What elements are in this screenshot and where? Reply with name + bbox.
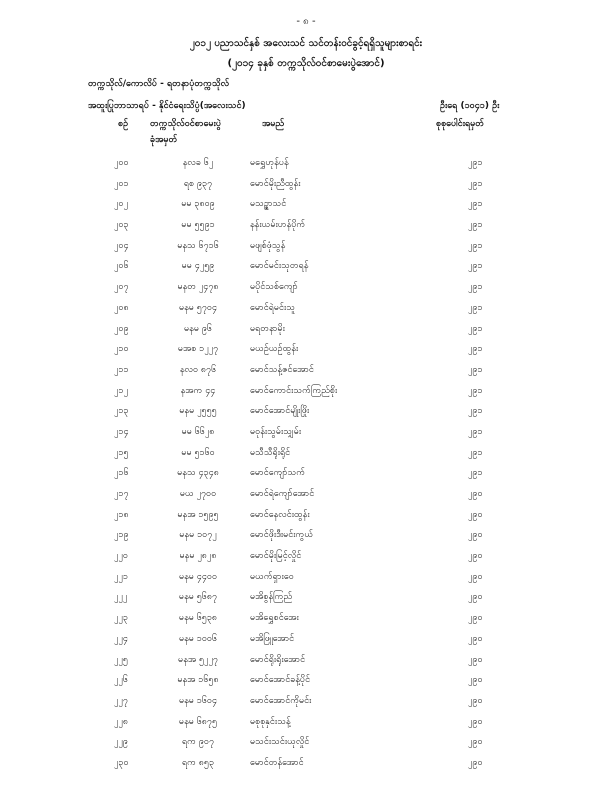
serial-cell: ၂၁၂ [114, 385, 128, 396]
roll-number-cell: နလခ ၆၂ [182, 158, 214, 168]
name-cell: မရတနာမိုး [250, 323, 285, 334]
score-cell: ၂၉၁ [468, 344, 483, 355]
score-cell: ၂၉၀ [468, 675, 483, 686]
score-cell: ၂၉၀ [468, 737, 483, 748]
serial-cell: ၂၁၁ [114, 364, 129, 375]
score-cell: ၂၉၁ [468, 426, 483, 437]
roll-number-cell: မနမ ၂၈၂၈ [179, 551, 217, 562]
name-cell: မဝုန်းသွမ်းသျှမ်း [250, 426, 302, 437]
table-row [0, 277, 612, 298]
roll-number-cell: မနအ ၁၆၅၈ [177, 675, 219, 686]
table-row [0, 608, 612, 629]
score-cell: ၂၉၁ [468, 468, 483, 479]
serial-cell: ၂၀၁ [114, 178, 129, 189]
roll-number-cell: မနမ ၉၆ [184, 323, 212, 334]
table-row [0, 443, 612, 464]
name-cell: မောင်သန့်ဇင်အောင် [250, 364, 314, 375]
student-count: ဦးရေ (၁၀၄၁) ဦး [440, 101, 500, 111]
serial-cell: ၂၂၇ [114, 695, 128, 706]
header-serial: စဉ် [118, 119, 129, 129]
name-cell: မောင်အောင်မျိုးဖြိုး [250, 406, 310, 417]
serial-cell: ၂၂၆ [114, 675, 128, 686]
roll-number-cell: မမ ၅၁၆၀ [181, 447, 215, 458]
name-cell: မောင်ရဲကျော်အောင် [250, 489, 315, 499]
table-row [0, 505, 612, 526]
name-cell: မောင်ကောင်းသက်ကြည်စိုး [250, 385, 338, 396]
table-row [0, 712, 612, 733]
roll-number-cell: ရက ၉၀၇ [181, 737, 215, 748]
table-row [0, 650, 612, 671]
name-cell: မောင်အောင်ကိုမင်း [250, 695, 312, 706]
roll-number-cell: မနအ ၅၂၂၇ [178, 654, 218, 665]
university-line: တက္ကသိုလ်/ကောလိပ် - ရတနာပုံတက္ကသိုလ် [88, 79, 230, 89]
table-row [0, 422, 612, 443]
table-row [0, 174, 612, 195]
score-cell: ၂၉၁ [468, 282, 483, 293]
serial-cell: ၂၂၃ [114, 613, 128, 624]
table-row [0, 215, 612, 236]
serial-cell: ၂၁၉ [114, 530, 129, 541]
name-cell: မောင်ရဲမင်းသူ [250, 302, 296, 313]
score-cell: ၂၉၀ [468, 757, 483, 768]
table-row [0, 298, 612, 319]
table-row [0, 153, 612, 174]
score-cell: ၂၉၀ [468, 654, 483, 665]
score-cell: ၂၉၁ [468, 178, 483, 189]
table-row [0, 587, 612, 608]
name-cell: မရွှေဟုန်ပန် [250, 158, 289, 168]
roll-number-cell: မနမ ၅၆၈၇ [178, 592, 218, 603]
roll-number-cell: မမ ၃၈၀၉ [181, 199, 215, 210]
name-cell: မောင်ကျော်သက် [250, 468, 306, 479]
score-cell: ၂၉၀ [468, 489, 483, 499]
score-cell: ၂၉၀ [468, 571, 483, 582]
table-row [0, 546, 612, 567]
header-name: အမည် [262, 119, 285, 129]
score-cell: ၂၉၁ [468, 323, 483, 334]
name-cell: မောင်အောင်ခန့်ပိုင် [250, 675, 311, 686]
serial-cell: ၂၀၃ [114, 220, 129, 231]
header-roll-number: တက္ကသိုလ်ဝင်စာမေးပွဲ [150, 119, 221, 129]
table-row [0, 339, 612, 360]
score-cell: ၂၉၁ [468, 302, 483, 313]
serial-cell: ၂၂၂ [114, 592, 128, 603]
table-row [0, 484, 612, 505]
serial-cell: ၂၂၀ [114, 551, 128, 562]
serial-cell: ၂၃၀ [114, 757, 129, 768]
score-cell: ၂၉၀ [468, 509, 483, 520]
roll-number-cell: ရက ၈၅၃ [181, 757, 215, 768]
roll-number-cell: မနမ ၁၀၀၆ [178, 633, 218, 644]
student-list [0, 153, 612, 774]
serial-cell: ၂၂၈ [114, 716, 128, 727]
table-row [0, 319, 612, 340]
score-cell: ၂၉၀ [468, 633, 483, 644]
name-cell: မသင်းသင်းယုလှိုင် [250, 737, 310, 748]
name-cell: မသဉ္ဇာသင် [250, 199, 287, 210]
roll-number-cell: မနမ ၆၅၃၈ [178, 613, 218, 624]
serial-cell: ၂၁၄ [114, 426, 129, 437]
roll-number-cell: မနမ ၁၀၇၂ [179, 530, 217, 541]
serial-cell: ၂၀၇ [114, 282, 129, 293]
table-row [0, 463, 612, 484]
score-cell: ၂၉၁ [468, 261, 483, 272]
serial-cell: ၂၀၀ [114, 158, 129, 168]
table-row [0, 256, 612, 277]
serial-cell: ၂၀၈ [114, 302, 129, 313]
score-cell: ၂၉၁ [468, 447, 483, 458]
table-row [0, 525, 612, 546]
score-cell: ၂၉၀ [468, 551, 483, 562]
table-row [0, 691, 612, 712]
score-cell: ၂၉၀ [468, 695, 483, 706]
table-row [0, 753, 612, 774]
name-cell: မအိရွှေစင်အေး [250, 613, 299, 624]
name-cell: မောင်နေလင်းထွန်း [250, 509, 310, 520]
name-cell: မယဉ်ယဉ်ထွန်း [250, 344, 299, 355]
name-cell: မစုစုနှင်းသန့် [250, 716, 291, 727]
table-row [0, 194, 612, 215]
score-cell: ၂၉၀ [468, 716, 483, 727]
serial-cell: ၂၂၉ [114, 737, 128, 748]
serial-cell: ၂၁၆ [114, 468, 129, 479]
roll-number-cell: မမ ၅၅၉၁ [181, 220, 215, 231]
table-row [0, 360, 612, 381]
page-number: - ၈ - [296, 16, 316, 27]
document-title: ၂၀၁၂ ပညာသင်နှစ် အလေးသင် သင်တန်းဝင်ခွင့်ရရှိသူများစာရင်း [189, 38, 423, 49]
major-subject-line: အထူးပြုဘာသာရပ် - နိုင်ငံရေးသိပ္ပံ(အလေးသင်) [88, 101, 246, 111]
roll-number-cell: မနမ ၅၇၀၄ [178, 302, 218, 313]
serial-cell: ၂၀၂ [114, 199, 128, 210]
serial-cell: ၂၀၉ [114, 323, 129, 334]
score-cell: ၂၉၀ [468, 592, 483, 603]
serial-cell: ၂၁၇ [114, 489, 129, 499]
header-roll-number-line2: ခုံအမှတ် [150, 135, 178, 145]
score-cell: ၂၉၁ [468, 158, 483, 168]
serial-cell: ၂၂၅ [114, 654, 128, 665]
roll-number-cell: မယ ၂၇၀၀ [179, 489, 217, 499]
score-cell: ၂၉၁ [468, 220, 483, 231]
table-row [0, 732, 612, 753]
serial-cell: ၂၁၃ [114, 406, 129, 417]
serial-cell: ၂၀၄ [114, 240, 129, 251]
roll-number-cell: နလဝ ၈၇၆ [179, 364, 217, 375]
name-cell: မပိုင်သစ်ကျော် [250, 282, 298, 293]
table-row [0, 567, 612, 588]
roll-number-cell: မအစ ၁၂၂၇ [177, 344, 219, 355]
table-row [0, 236, 612, 257]
name-cell: မောင်တန်အောင် [250, 757, 304, 768]
document-subtitle: (၂၀၁၄ ခုနှစ် တက္ကသိုလ်ဝင်စာမေးပွဲအောင်) [227, 58, 385, 69]
roll-number-cell: မနအ ၁၅၉၅ [177, 509, 219, 520]
roll-number-cell: နအက ၄၄ [180, 385, 216, 396]
roll-number-cell: မနမ ၁၆၀၄ [178, 695, 218, 706]
name-cell: မောင်မိုးမြင့်လှိုင် [250, 551, 302, 562]
table-row [0, 401, 612, 422]
header-total-score: စုစုပေါင်းရမှတ် [436, 119, 485, 129]
serial-cell: ၂၁၈ [114, 509, 129, 520]
roll-number-cell: မနသ ၄၃၄၈ [177, 468, 219, 479]
roll-number-cell: မနမ ၄၄၀၀ [178, 571, 218, 582]
table-row [0, 629, 612, 650]
name-cell: မောင်ရိုးရိုးအောင် [250, 654, 306, 665]
serial-cell: ၂၁၀ [114, 344, 129, 355]
roll-number-cell: မနသ ၆၇၁၆ [177, 240, 219, 251]
name-cell: မဖျစ်ဖုံသွန် [250, 240, 286, 251]
name-cell: မောင်ဖိုးဒီးမင်းကွယ် [250, 530, 314, 541]
roll-number-cell: မမ ၆၆၂၈ [181, 426, 215, 437]
name-cell: မောင်မိုးညီထွန်း [250, 178, 301, 189]
name-cell: မအိဖြူအောင် [250, 633, 295, 644]
score-cell: ၂၉၀ [468, 613, 483, 624]
table-row [0, 670, 612, 691]
score-cell: ၂၉၁ [468, 364, 483, 375]
serial-cell: ၂၂၁ [114, 571, 128, 582]
name-cell: မအိစွန်ကြည် [250, 592, 293, 603]
score-cell: ၂၉၁ [468, 199, 483, 210]
roll-number-cell: မနမ ၆၈၇၅ [178, 716, 218, 727]
roll-number-cell: မနမ ၂၅၅၅ [179, 406, 217, 417]
name-cell: နန်းယမ်းဟန်ပိုက် [250, 220, 306, 231]
score-cell: ၂၉၁ [468, 385, 483, 396]
name-cell: မယက်ရှားဝေ [250, 571, 294, 582]
score-cell: ၂၉၀ [468, 530, 483, 541]
score-cell: ၂၉၁ [468, 240, 483, 251]
score-cell: ၂၉၁ [468, 406, 483, 417]
name-cell: မောင်မင်းသုတရန် [250, 261, 309, 272]
roll-number-cell: မမ ၄၂၅၉ [181, 261, 215, 272]
name-cell: မသီသီရိုးရိုင် [250, 447, 291, 458]
serial-cell: ၂၀၆ [114, 261, 129, 272]
table-row [0, 381, 612, 402]
roll-number-cell: မနတ ၂၄၇၈ [177, 282, 219, 293]
serial-cell: ၂၂၄ [114, 633, 128, 644]
roll-number-cell: ရစ ၉၃၇ [183, 178, 213, 189]
serial-cell: ၂၁၅ [114, 447, 129, 458]
